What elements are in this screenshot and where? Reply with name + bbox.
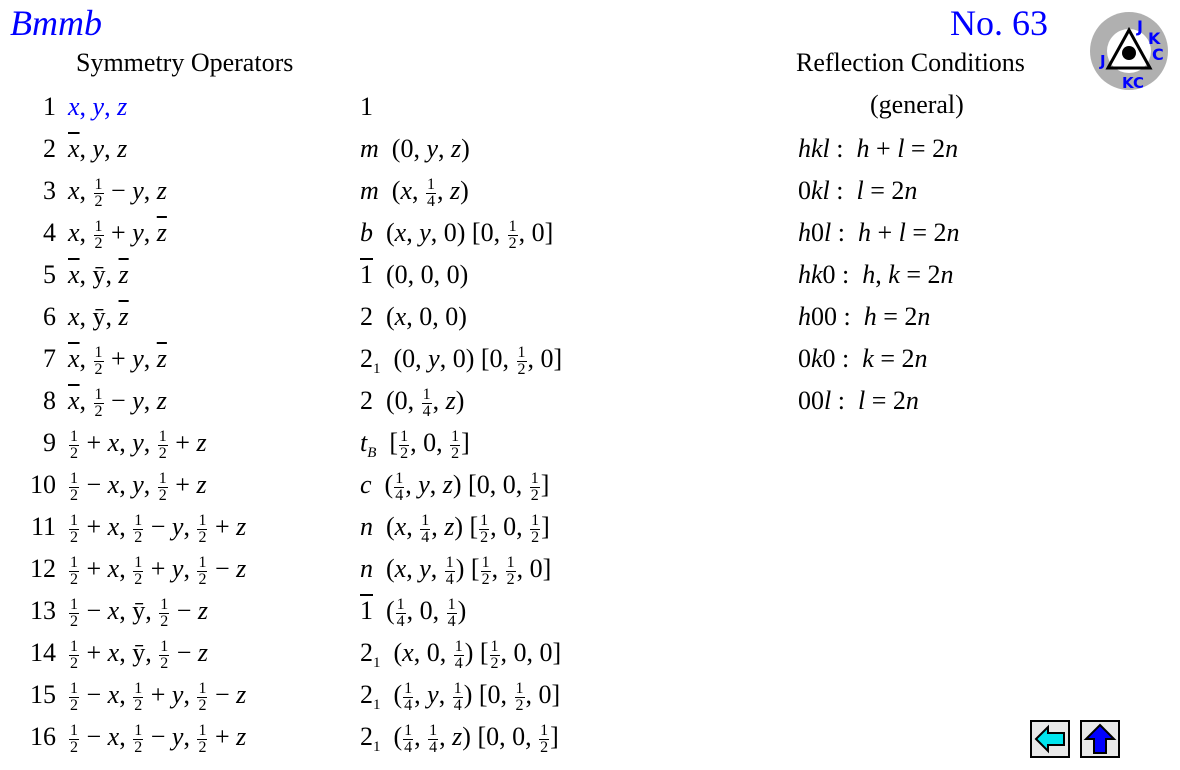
- reflection-row: hkl : h + l = 2n: [798, 134, 959, 163]
- reflection-condition: l = 2n: [857, 386, 919, 415]
- back-button[interactable]: [1030, 720, 1070, 758]
- row-number: 7: [43, 344, 56, 373]
- reflection-condition: h + l = 2n: [856, 134, 959, 163]
- reflection-class: h0l: [798, 218, 832, 247]
- symmetry-element: $2_1$ ( $\frac{1}{4}$ , $\frac{1}{4}$ , z) [0, 0, $\frac{1}{2}$ ]: [360, 721, 559, 756]
- symmetry-row: [0, 632, 562, 674]
- coordinate-operator: $\frac{1}{2}$ − x, $\frac{1}{2}$ + y, $\frac{1}{2}$ − z: [70, 679, 247, 714]
- svg-text:J: J: [1100, 52, 1106, 70]
- reflection-list: [798, 128, 960, 422]
- left-arrow-icon: [1032, 722, 1068, 756]
- row-number: 10: [30, 470, 56, 499]
- symmetry-title: Symmetry Operators: [76, 48, 294, 77]
- symmetry-element: c ( $\frac{1}{4}$ , y, z) [0, 0, $\frac{1}{2}$ ]: [360, 469, 550, 504]
- row-number: 11: [30, 512, 56, 541]
- reflection-row: hk0 : h, k = 2n: [798, 260, 954, 289]
- coordinate-operator: $\frac{1}{2}$ − x, $\frac{1}{2}$ − y, $\frac{1}{2}$ + z: [70, 721, 247, 756]
- symmetry-element: $t_B$ [ $\frac{1}{2}$ , 0, $\frac{1}{2}$ ]: [360, 427, 470, 462]
- row-number: 16: [30, 722, 56, 751]
- symmetry-element: m (x, $\frac{1}{4}$ , z): [360, 175, 469, 210]
- reflection-condition: k = 2n: [862, 344, 928, 373]
- symmetry-row: [0, 674, 562, 716]
- svg-text:C: C: [1152, 45, 1164, 64]
- coordinate-operator: $\overline{x}$, y, z: [68, 134, 128, 163]
- symmetry-row: [0, 86, 562, 128]
- coordinate-operator: $\overline{x}$, $\frac{1}{2}$ + y, $\overline{z}$: [68, 343, 167, 378]
- symmetry-element: n (x, y, $\frac{1}{4}$ ) [ $\frac{1}{2}$ , $\frac{1}{2}$ , 0]: [360, 553, 552, 588]
- symmetry-row: [0, 212, 562, 254]
- reflection-class: 00l: [798, 386, 832, 415]
- coordinate-operator: x, y, z: [68, 92, 128, 121]
- reflection-class: hkl: [798, 134, 830, 163]
- symmetry-row: [0, 170, 562, 212]
- up-button[interactable]: [1080, 720, 1120, 758]
- coordinate-operator: $\frac{1}{2}$ + x, $\frac{1}{2}$ + y, $\frac{1}{2}$ − z: [70, 553, 247, 588]
- svg-text:KC: KC: [1122, 74, 1144, 92]
- symmetry-row: [0, 422, 562, 464]
- symmetry-row: [0, 128, 562, 170]
- reflection-condition: l = 2n: [856, 176, 918, 205]
- coordinate-operator: $\frac{1}{2}$ + x, ȳ, $\frac{1}{2}$ − z: [70, 637, 209, 672]
- reflection-title: Reflection Conditions: [796, 48, 1025, 77]
- symmetry-element: b (x, y, 0) [0, $\frac{1}{2}$ , 0]: [360, 217, 554, 252]
- coordinate-operator: $\frac{1}{2}$ − x, y, $\frac{1}{2}$ + z: [70, 469, 207, 504]
- svg-text:K: K: [1148, 29, 1161, 48]
- coordinate-operator: $\frac{1}{2}$ − x, ȳ, $\frac{1}{2}$ − z: [70, 595, 209, 630]
- symmetry-row: [0, 464, 562, 506]
- reflection-row: h00 : h = 2n: [798, 302, 931, 331]
- symmetry-element: 1: [360, 92, 373, 121]
- symmetry-row: [0, 338, 562, 380]
- symmetry-row: [0, 254, 562, 296]
- reflection-row: 00l : l = 2n: [798, 386, 919, 415]
- symmetry-row: [0, 548, 562, 590]
- coordinate-operator: x, $\frac{1}{2}$ − y, z: [68, 175, 167, 210]
- jkc-logo: [1088, 10, 1170, 92]
- symmetry-row: [0, 716, 562, 758]
- row-number: 6: [43, 302, 56, 331]
- space-group-number: No. 63: [950, 3, 1048, 43]
- symmetry-list: [0, 86, 562, 758]
- row-number: 1: [43, 92, 56, 121]
- reflection-class: 0kl: [798, 176, 830, 205]
- row-number: 13: [30, 596, 56, 625]
- reflection-condition: h = 2n: [863, 302, 931, 331]
- symmetry-row: [0, 296, 562, 338]
- reflection-row: 0kl : l = 2n: [798, 176, 918, 205]
- coordinate-operator: $\overline{x}$, $\frac{1}{2}$ − y, z: [68, 385, 167, 420]
- symmetry-row: [0, 590, 562, 632]
- coordinate-operator: x, $\frac{1}{2}$ + y, $\overline{z}$: [68, 217, 167, 252]
- reflection-row: h0l : h + l = 2n: [798, 218, 960, 247]
- symmetry-element: $2_1$ (x, 0, $\frac{1}{4}$ ) [ $\frac{1}{2}$ , 0, 0]: [360, 637, 562, 672]
- symmetry-element: m (0, y, z): [360, 134, 470, 163]
- reflection-class: 0k0: [798, 344, 836, 373]
- reflection-condition: h, k = 2n: [862, 260, 954, 289]
- reflection-condition: h + l = 2n: [857, 218, 960, 247]
- coordinate-operator: x, ȳ, $\overline{z}$: [68, 302, 129, 331]
- reflection-subtitle: (general): [870, 90, 964, 119]
- up-arrow-icon: [1082, 722, 1118, 756]
- symmetry-element: 2 (x, 0, 0): [360, 302, 467, 331]
- row-number: 12: [30, 554, 56, 583]
- symmetry-element: 1 (0, 0, 0): [360, 260, 469, 289]
- symmetry-element: n (x, $\frac{1}{4}$ , z) [ $\frac{1}{2}$ , 0, $\frac{1}{2}$ ]: [360, 511, 550, 546]
- coordinate-operator: $\frac{1}{2}$ + x, $\frac{1}{2}$ − y, $\frac{1}{2}$ + z: [70, 511, 247, 546]
- row-number: 4: [43, 218, 56, 247]
- row-number: 14: [30, 638, 56, 667]
- row-number: 8: [43, 386, 56, 415]
- symmetry-element: $2_1$ ( $\frac{1}{4}$ , y, $\frac{1}{4}$ ) [0, $\frac{1}{2}$ , 0]: [360, 679, 561, 714]
- symmetry-element: 1 ( $\frac{1}{4}$ , 0, $\frac{1}{4}$ ): [360, 595, 467, 630]
- symmetry-row: [0, 506, 562, 548]
- symmetry-element: 2 (0, $\frac{1}{4}$ , z): [360, 385, 465, 420]
- reflection-class: h00: [798, 302, 837, 331]
- coordinate-operator: $\frac{1}{2}$ + x, y, $\frac{1}{2}$ + z: [70, 427, 207, 462]
- reflection-row: 0k0 : k = 2n: [798, 344, 928, 373]
- reflection-class: hk0: [798, 260, 836, 289]
- row-number: 15: [30, 680, 56, 709]
- svg-text:J: J: [1137, 17, 1143, 36]
- row-number: 3: [43, 176, 56, 205]
- coordinate-operator: $\overline{x}$, ȳ, $\overline{z}$: [68, 260, 129, 289]
- space-group-symbol: Bmmb: [10, 3, 102, 43]
- row-number: 5: [43, 260, 56, 289]
- row-number: 2: [43, 134, 56, 163]
- row-number: 9: [43, 428, 56, 457]
- symmetry-element: $2_1$ (0, y, 0) [0, $\frac{1}{2}$ , 0]: [360, 343, 563, 378]
